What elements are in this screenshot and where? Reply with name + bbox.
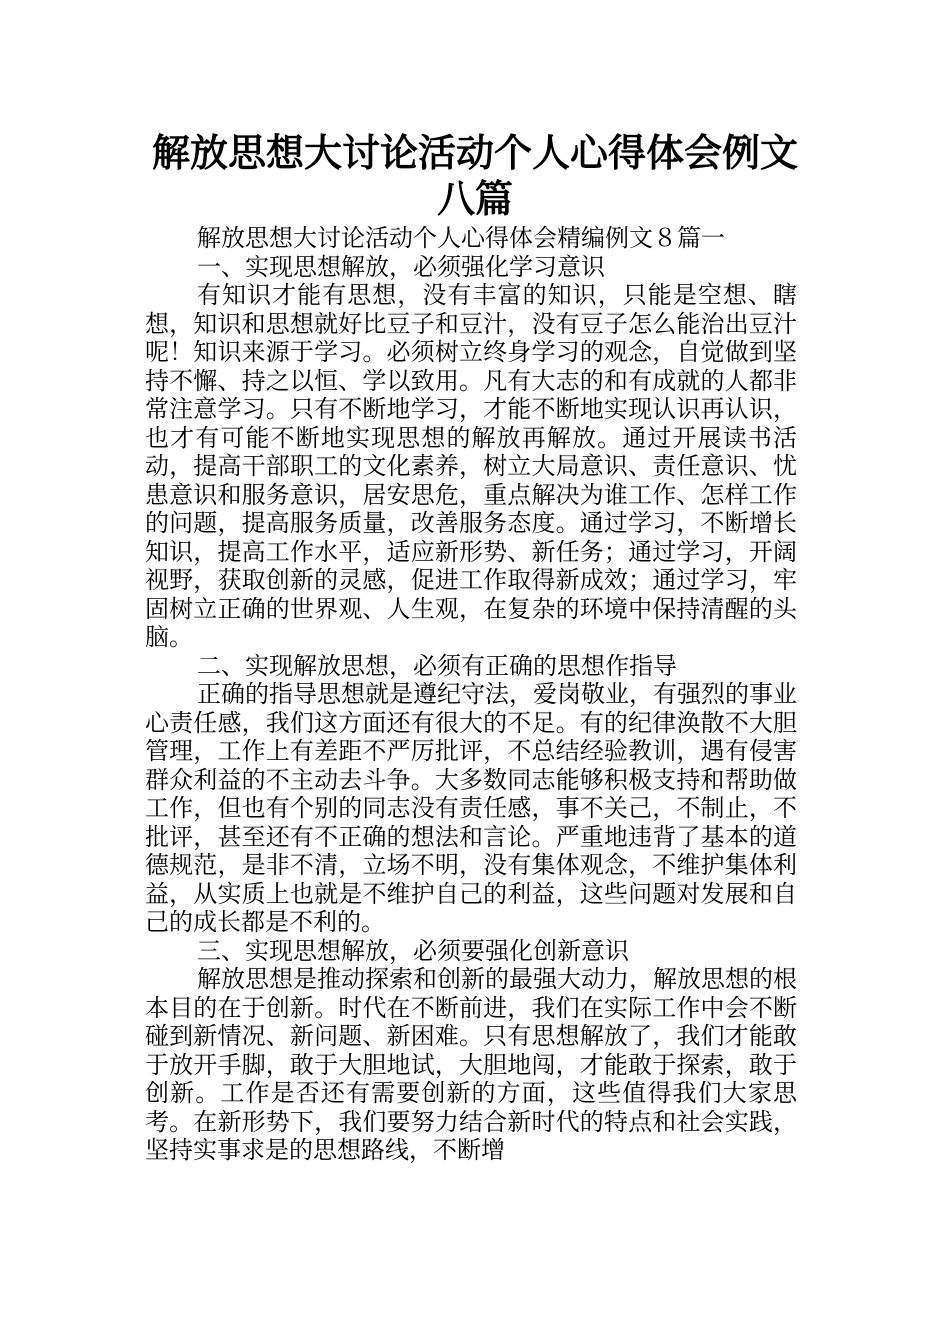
document-title: 解放思想大讨论活动个人心得体会例文八篇 (151, 130, 798, 221)
paragraph: 正确的指导思想就是遵纪守法，爱岗敬业，有强烈的事业心责任感，我们这方面还有很大的不足。有的纪律涣散不大胆管理，工作上有差距不严厉批评，不总结经验教训，遇有侵害群众利益的不主动去斗争。大多数同志能够积极支持和帮助做工作，但也有个别的同志没有责任感，事不关己，不制止，不批评，甚至还有不正确的想法和言论。严重地违背了基本的道德规范，是非不清，立场不明，没有集体观念，不维护集体利益，从实质上也就是不维护自己的利益，这些问题对发展和自己的成长都是不利的。 (145, 680, 797, 936)
section-heading-3: 三、实现思想解放，必须要强化创新意识 (197, 936, 629, 965)
section-heading-1: 一、实现思想解放，必须强化学习意识 (197, 252, 605, 281)
paragraph-subtitle: 解放思想大讨论活动个人心得体会精编例文８篇一 (197, 224, 725, 252)
paragraph: 有知识才能有思想，没有丰富的知识，只能是空想、瞎想，知识和思想就好比豆子和豆汁，没有豆子怎么能治出豆汁呢！知识来源于学习。必须树立终身学习的观念，自觉做到坚持不懈、持之以恒、学以致用。凡有大志的和有成就的人都非常注意学习。只有不断地学习，才能不断地实现认识再认识，也才有可能不断地实现思想的解放再解放。通过开展读书活动，提高干部职工的文化素养，树立大局意识、责任意识、忧患意识和服务意识，居安思危，重点解决为谁工作、怎样工作的问题，提高服务质量，改善服务态度。通过学习，不断增长知识，提高工作水平，适应新形势、新任务；通过学习，开阔视野，获取创新的灵感，促进工作取得新成效；通过学习，牢固树立正确的世界观、人生观，在复杂的环境中保持清醒的头脑。 (145, 281, 797, 651)
section-heading-2: 二、实现解放思想，必须有正确的思想作指导 (197, 651, 677, 680)
document-body (145, 224, 797, 1165)
paragraph: 解放思想是推动探索和创新的最强大动力，解放思想的根本目的在于创新。时代在不断前进，我们在实际工作中会不断碰到新情况、新问题、新困难。只有思想解放了，我们才能敢于放开手脚，敢于大胆地试，大胆地闯，才能敢于探索，敢于创新。工作是否还有需要创新的方面，这些值得我们大家思考。在新形势下，我们要努力结合新时代的特点和社会实践，坚持实事求是的思想路线，不断增 (145, 965, 797, 1164)
